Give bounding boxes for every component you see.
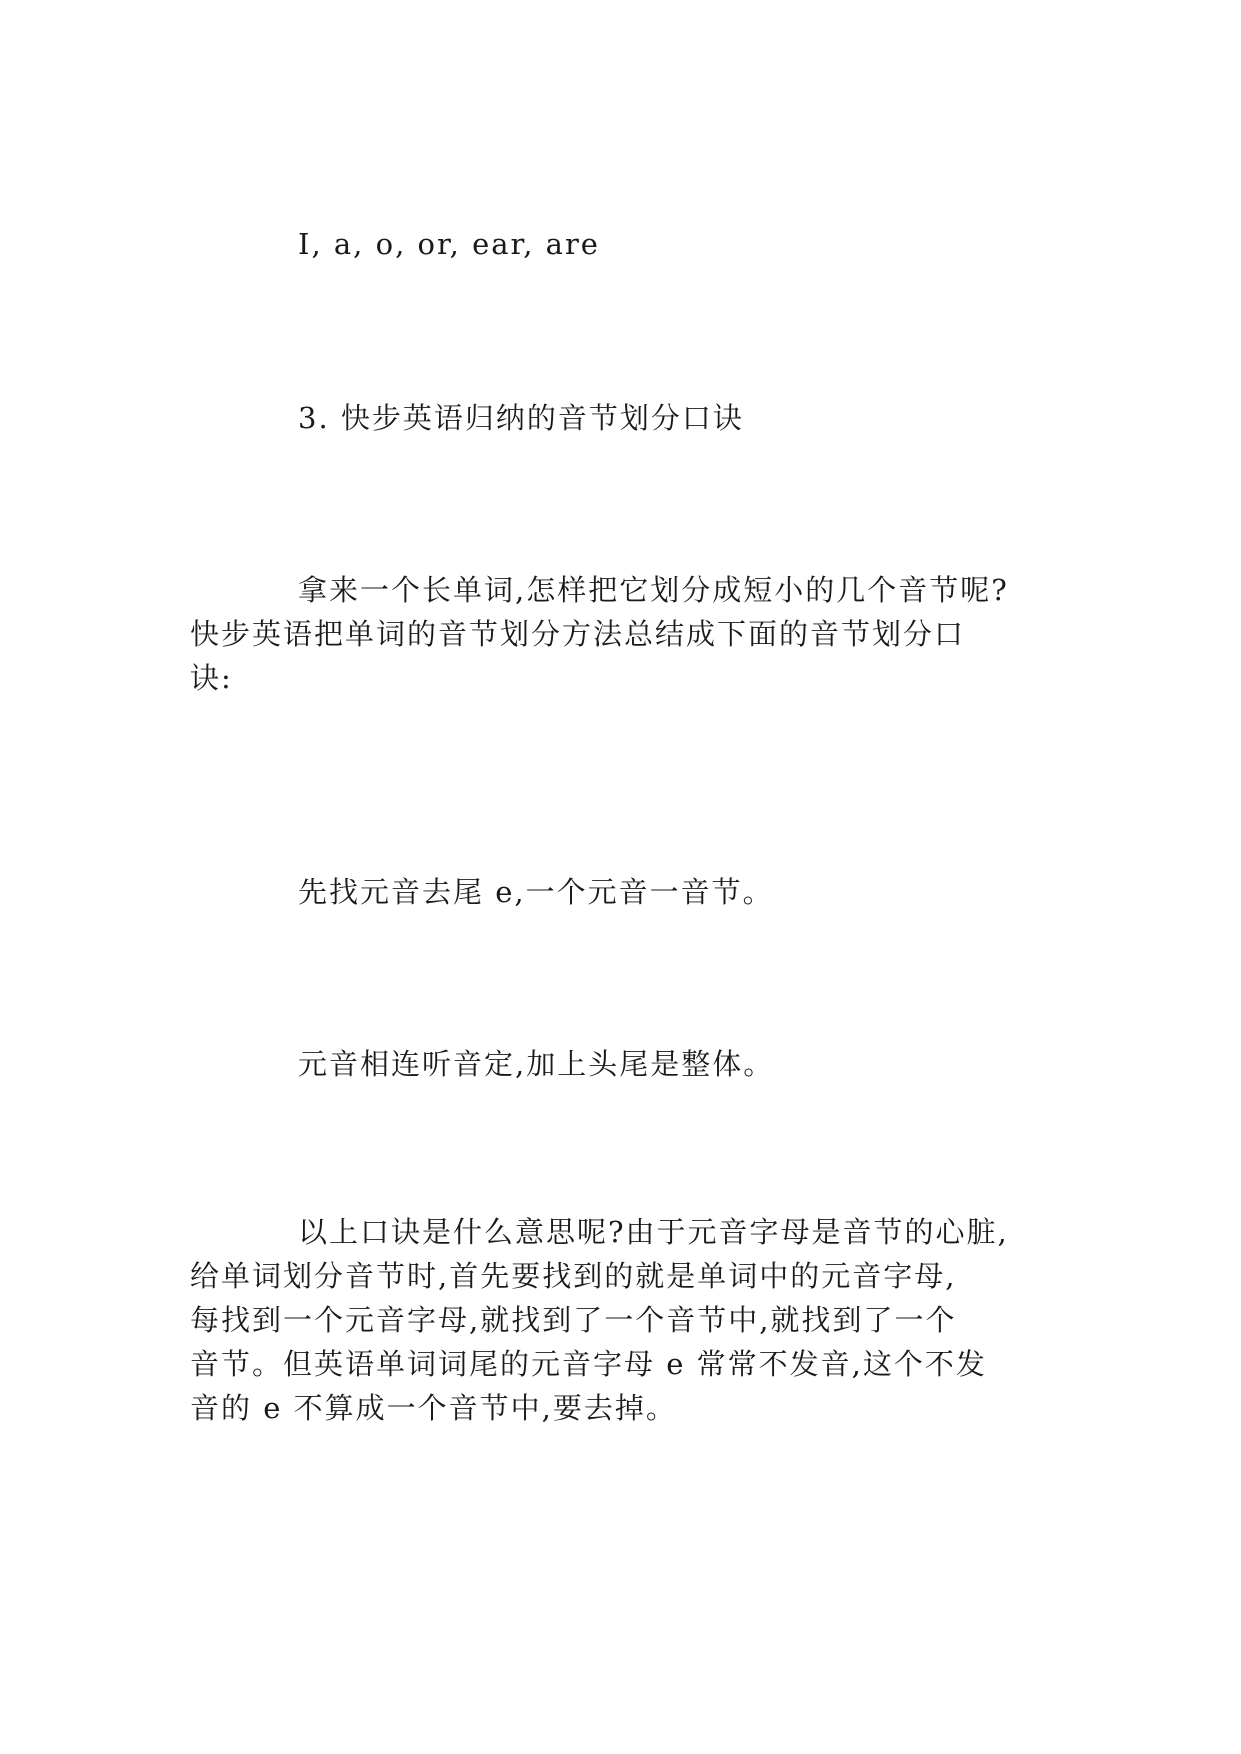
rhyme-line-2: 元音相连听音定,加上头尾是整体。 [298, 1047, 775, 1081]
explain-line-5: 音的 e 不算成一个音节中,要去掉。 [190, 1391, 677, 1425]
vowel-list-line: I, a, o, or, ear, are [298, 227, 600, 261]
explain-line-4: 音节。但英语单词词尾的元音字母 e 常常不发音,这个不发 [190, 1347, 987, 1381]
intro-line-3: 诀: [190, 661, 233, 695]
section-heading: 3. 快步英语归纳的音节划分口诀 [298, 401, 744, 435]
explain-line-1: 以上口诀是什么意思呢?由于元音字母是音节的心脏, [298, 1215, 1009, 1249]
intro-line-1: 拿来一个长单词,怎样把它划分成短小的几个音节呢? [298, 573, 1009, 607]
rhyme-line-1: 先找元音去尾 e,一个元音一音节。 [298, 875, 774, 909]
intro-paragraph [190, 568, 1060, 700]
explain-line-3: 每找到一个元音字母,就找到了一个音节中,就找到了一个 [190, 1303, 957, 1337]
explain-line-2: 给单词划分音节时,首先要找到的就是单词中的元音字母, [190, 1259, 957, 1293]
intro-line-2: 快步英语把单词的音节划分方法总结成下面的音节划分口 [190, 617, 966, 651]
explanation-paragraph [190, 1210, 1060, 1430]
